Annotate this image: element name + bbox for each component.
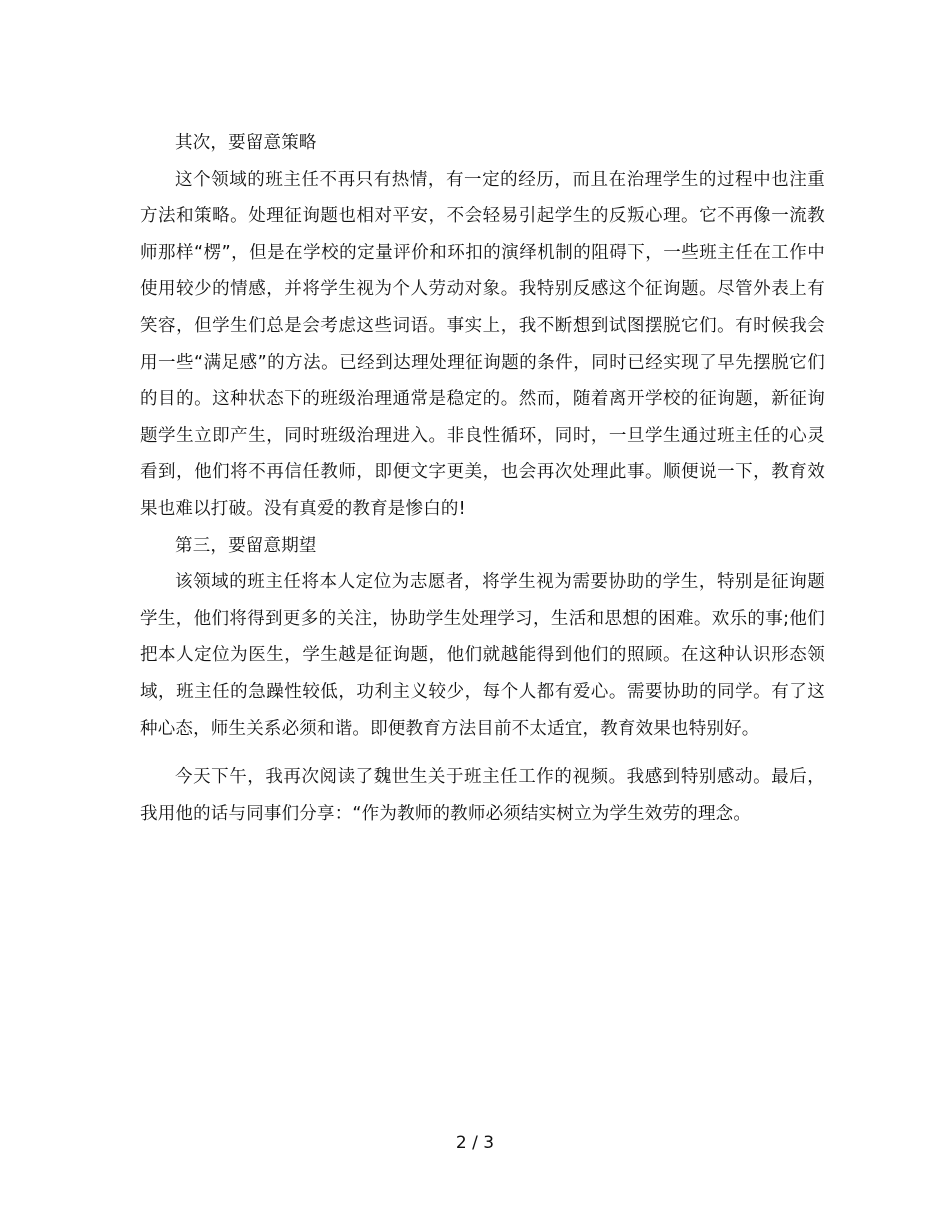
page-number: 2 / 3 [455,1133,495,1153]
document-body [140,125,825,832]
section-heading-expectation: 第三，要留意期望 [175,535,317,556]
section-heading-strategy: 其次，要留意策略 [175,133,317,153]
paragraph-strategy-body: 这个领域的班主任不再只有热情，有一定的经历，而且在治理学生的过程中也注重方法和策略。处理征询题也相对平安，不会轻易引起学生的反叛心理。它不再像一流教师那样“楞”，但是在学校的定量评价和环扣的演绎机制的阻碍下，一些班主任在工作中使用较少的情感，并将学生视为个人劳动对象。我特别反感这个征询题。尽管外表上有笑容，但学生们总是会考虑这些词语。事实上，我不断想到试图摆脱它们。有时候我会用一些“满足感”的方法。已经到达理处理征询题的条件，同时已经实现了早先摆脱它们的目的。这种状态下的班级治理通常是稳定的。然而，随着离开学校的征询题，新征询题学生立即产生，同时班级治理进入。非良性循环，同时，一旦学生通过班主任的心灵看到，他们将不再信任教师，即便文字更美，也会再次处理此事。顺便说一下，教育效果也难以打破。没有真爱的教育是惨白的! [140,169,825,519]
paragraph-expectation-body: 该领域的班主任将本人定位为志愿者，将学生视为需要协助的学生，特别是征询题学生，他们将得到更多的关注，协助学生处理学习，生活和思想的困难。欢乐的事;他们把本人定位为医生，学生越是征询题，他们就越能得到他们的照顾。在这种认识形态领域，班主任的急躁性较低，功利主义较少，每个人都有爱心。需要协助的同学。有了这种心态，师生关系必须和谐。即便教育方法目前不太适宜，教育效果也特别好。 [140,572,825,739]
paragraph-closing: 今天下午，我再次阅读了魏世生关于班主任工作的视频。我感到特别感动。最后，我用他的话与同事们分享：“作为教师的教师必须结实树立为学生效劳的理念。 [140,767,825,824]
